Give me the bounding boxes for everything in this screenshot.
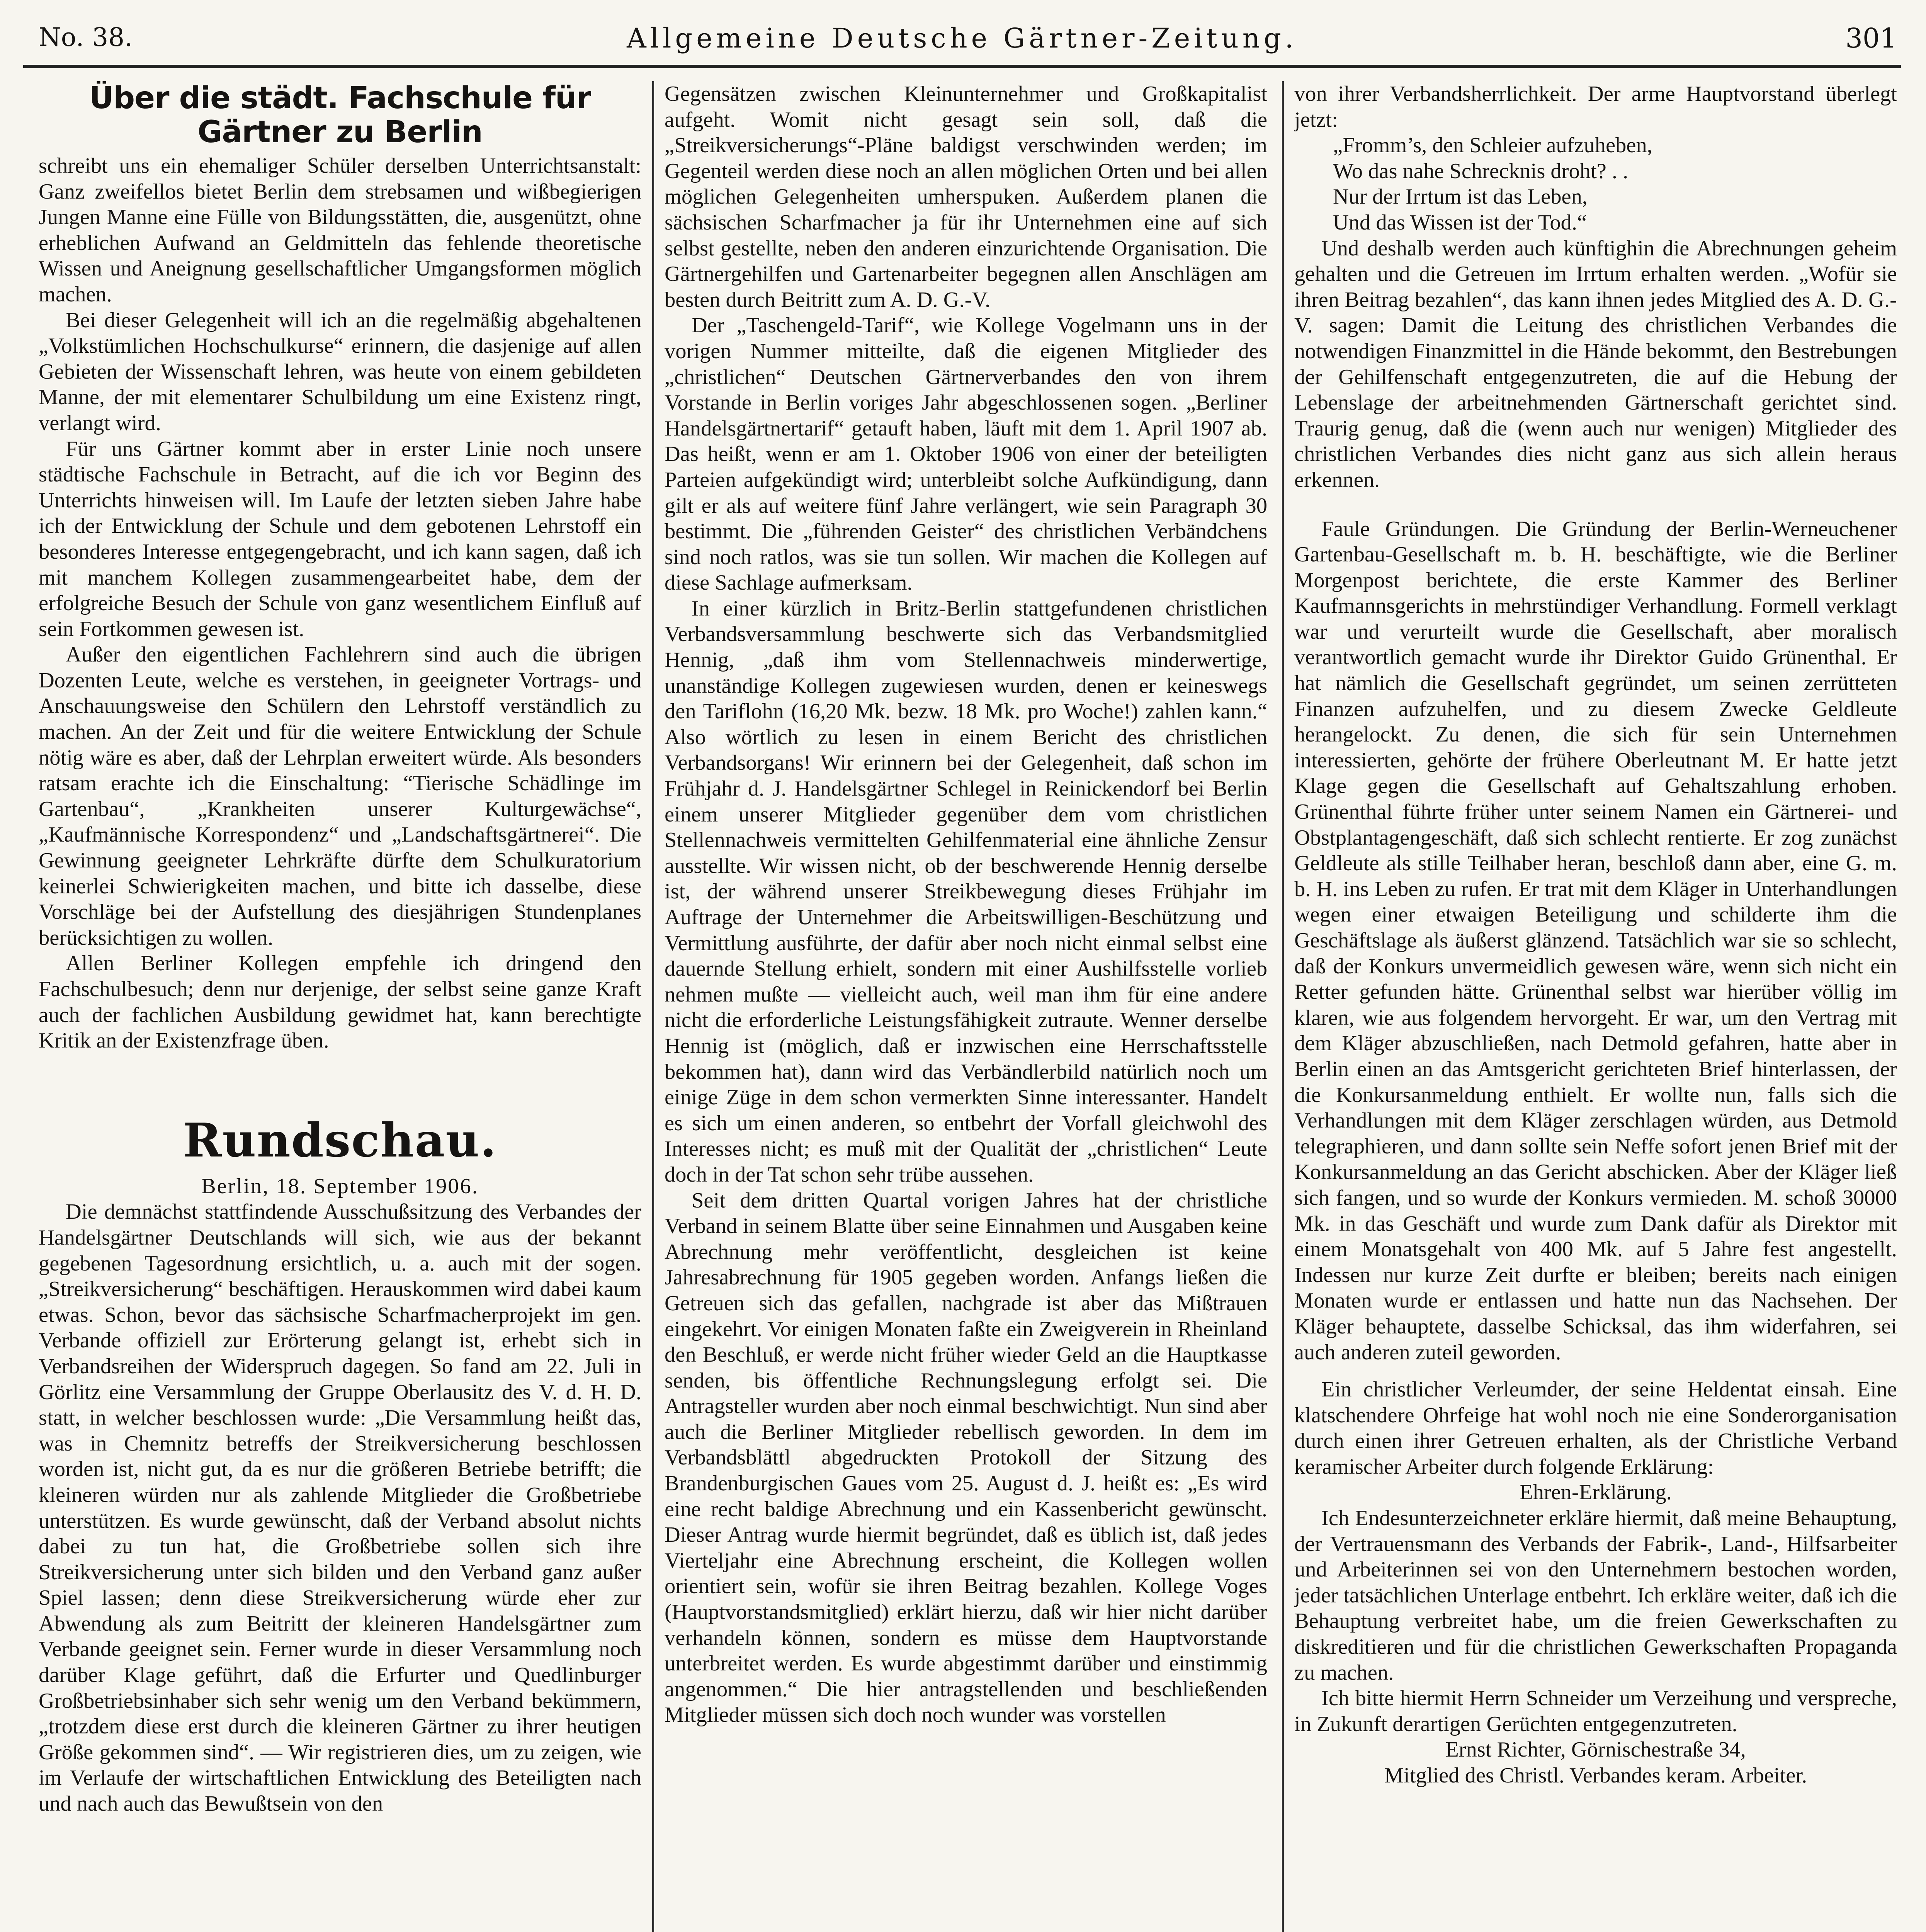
header-rule bbox=[23, 65, 1901, 68]
page-number: 301 bbox=[1845, 22, 1897, 54]
paragraph: Außer den eigentlichen Fachlehrern sind auch die übrigen Dozenten Leute, welche es verstehen, in geeigneter Vortrags- und Anschauungsweise den Schülern den Lehrstoff verständlich zu machen. An der Zeit und für die weitere Entwicklung der Schule nötig wäre es aber, daß der Lehrplan erweitert würde. Als besonders ratsam erachte ich die Einschaltung: “Tierische Schädlinge im Gartenbau“, „Krankheiten unserer Kulturgewächse“, „Kaufmännische Korrespondenz“ und „Landschaftsgärtnerei“. Die Gewinnung geeigneter Lehrkräfte dürfte dem Schulkuratorium keinerlei Schwierigkeiten machen, und bitte ich dasselbe, diese Vorschläge bei der Aufstellung des diesjährigen Stundenplanes berücksichtigen zu wollen. bbox=[39, 643, 641, 950]
column-divider-2 bbox=[1282, 81, 1284, 1932]
paragraph: Ein christlicher Verleumder, der seine Heldentat einsah. Eine klatschendere Ohrfeige hat wohl noch nie eine Sonderorganisation durch einen ihrer Getreuen erhalten, als der Christliche Verband keramischer Arbeiter durch folgende Erklärung: bbox=[1294, 1378, 1897, 1479]
poem-line: Nur der Irrtum ist das Leben, bbox=[1333, 185, 1588, 209]
paragraph: von ihrer Verbandsherrlichkeit. Der arme Hauptvorstand überlegt jetzt: bbox=[1294, 82, 1897, 132]
paragraph: Ich bitte hiermit Herrn Schneider um Verzeihung und verspreche, in Zukunft derartigen Gerüchten entgegenzutreten. bbox=[1294, 1686, 1897, 1736]
paragraph: In einer kürzlich in Britz-Berlin stattgefundenen christlichen Verbandsversammlung beschwerte sich das Verbandsmitglied Hennig, „daß ihm vom Stellennachweis minderwertige, unanständige Kollegen zugewiesen wurden, denen er keineswegs den Tariflohn (16,20 Mk. bezw. 18 Mk. pro Woche!) zahlen kann.“ Also wörtlich zu lesen in einem Bericht des christlichen Verbandsorgans! Wir erinnern bei der Gelegenheit, daß schon im Frühjahr d. J. Handelsgärtner Schlegel in Reinickendorf bei Berlin einem unserer Mitglieder gegenüber dem vom christlichen Stellennachweis vermittelten Gehilfenmaterial eine ähnliche Zensur ausstellte. Wir wissen nicht, ob der beschwerende Hennig derselbe ist, der während unserer Streikbewegung dieses Frühjahr im Auftrage der Unternehmer die Arbeitswilligen-Beschützung und Vermittlung ausführte, der dafür aber noch nicht einmal selbst eine dauernde Stellung erhielt, sondern mit einer Aushilfsstelle vorlieb nehmen mußte — vielleicht auch, weil man ihm für eine andere nicht die erforderliche Leistungsfähigkeit zutraute. Wenner derselbe Hennig ist (möglich, daß er inzwischen eine Herrschaftsstelle bekommen hat), dann wird das Verbändlerbild natürlich noch um einige Züge in dem schon vermerkten Sinne interessanter. Handelt es sich um einen anderen, so entbehrt der Vorfall gleichwohl des Interesses nicht; es muß mit der Qualität der „christlichen“ Leute doch in der Tat schon sehr trübe aussehen. bbox=[665, 596, 1267, 1187]
poem-line: Wo das nahe Schrecknis droht? . . bbox=[1333, 159, 1629, 183]
paragraph: Ich Endesunterzeichneter erkläre hiermit, daß meine Behauptung, der Vertrauensmann des Verbands der Fabrik-, Land-, Hilfsarbeiter und Arbeiterinnen sei von den Unternehmern bestochen worden, jeder tatsächlichen Unterlage entbehrt. Ich erkläre weiter, daß ich die Behauptung verbreitet habe, um die freien Gewerkschaften zu diskreditieren und für die christlichen Gewerkschaften Propaganda zu machen. bbox=[1294, 1506, 1897, 1685]
column-1 bbox=[39, 81, 641, 1932]
section-heading-rundschau: Rundschau. bbox=[183, 1113, 497, 1168]
column-3 bbox=[1294, 81, 1897, 1932]
paragraph: Die demnächst stattfindende Ausschußsitzung des Verbandes der Handelsgärtner Deutschlands will sich, wie aus der bekannt gegebenen Tagesordnung ersichtlich, u. a. auch mit der sogen. „Streikversicherung“ beschäftigen. Herauskommen wird dabei kaum etwas. Schon, bevor das sächsische Scharfmacherprojekt im gen. Verbande offiziell zur Erörterung gelangt ist, erhebt sich in Verbandsreihen der Widerspruch dagegen. So fand am 22. Juli in Görlitz eine Versammlung der Gruppe Oberlausitz des V. d. H. D. statt, in welcher beschlossen wurde: „Die Versammlung heißt das, was in Chemnitz betreffs der Streikversicherung beschlossen worden ist, nicht gut, da es nur die größeren Betriebe betrifft; die kleineren würden nur als zahlende Mitglieder die Großbetriebe unterstützen. Es wurde gewünscht, daß der Verband absolut nichts dabei zu tun hat, die Großbetriebe sollen sich ihre Streikversicherung unter sich bilden und den Verband ganz außer Spiel lassen; denn diese Streikversicherung würde eher zur Abwendung als zum Beitritt der kleineren Handelsgärtner zum Verbande geeignet sein. Ferner wurde in dieser Versammlung noch darüber Klage geführt, daß die Erfurter und Quedlinburger Großbetriebsinhaber sich sehr wenig um den Verband bekümmern, „trotzdem diese erst durch die kleineren Gärtner zu ihrer heutigen Größe gekommen sind“. — Wir registrieren dies, um zu zeigen, wie im Verlaufe der wirtschaftlichen Entwicklung des Beteiligten nach und nach auch das Bewußtsein von den bbox=[39, 1200, 641, 1816]
issue-number: No. 38. bbox=[39, 22, 133, 52]
signature-line: Mitglied des Christl. Verbandes keram. Arbeiter. bbox=[1384, 1764, 1807, 1787]
paragraph: Faule Gründungen. Die Gründung der Berlin-Werneuchener Gartenbau-Gesellschaft m. b. H. beschäftigte, wie die Berliner Morgenpost berichtete, die erste Kammer des Berliner Kaufmannsgerichts in mehrstündiger Verhandlung. Formell verklagt war und verurteilt wurde die Gesellschaft, aber moralisch verantwortlich gemacht wurde ihr Direktor Guido Grünenthal. Er hat nämlich die Gesellschaft gegründet, um seinen zerrütteten Finanzen aufzuhelfen, und zu diesem Zwecke Geldleute herangelockt. Zu denen, die sich für sein Unternehmen interessierten, gehörte der frühere Oberleutnant M. Er hatte jetzt Klage gegen die Gesellschaft auf Gehaltszahlung erhoben. Grünenthal führte früher unter seinem Namen ein Gärtnerei- und Obstplantagengeschäft, daß sich schlecht rentierte. Er zog zunächst Geldleute als stille Teilhaber heran, beschloß dann aber, eine G. m. b. H. ins Leben zu rufen. Er trat mit dem Kläger in Unterhandlungen wegen einer etwaigen Beteiligung und schilderte ihm die Geschäftslage als äußerst glänzend. Tatsächlich war sie so schlecht, daß der Konkurs unvermeidlich gewesen wäre, wenn sich nicht ein Retter gefunden hätte. Grünenthal selbst war hierüber völlig im klaren, wie aus folgendem hervorgeht. Er war, um den Vertrag mit dem Kläger abzuschließen, nach Detmold gefahren, hatte aber in Berlin einen an das Amtsgericht gerichteten Brief hinterlassen, der die Konkursanmeldung enthielt. Er wollte nun, falls sich die Verhandlungen mit dem Kläger zerschlagen würden, aus Detmold telegraphieren, und dann sollte sein Neffe sofort jenen Brief mit der Konkursanmeldung an das Gericht abschicken. Aber der Kläger ließ sich fangen, und so wurde der Konkurs vermieden. M. schoß 30000 Mk. in das Geschäft und wurde zum Dank dafür als Direktor mit einem Monatsgehalt von 400 Mk. auf 5 Jahre fest angestellt. Indessen nur kurze Zeit durfte er bleiben; bereits nach einigen Monaten wurde er entlassen und hatte nun das Nachsehen. Der Kläger behauptete, dasselbe Schicksal, das ihm widerfahren, sei auch anderen zuteil geworden. bbox=[1294, 517, 1897, 1364]
signature-line: Ernst Richter, Görnischestraße 34, bbox=[1445, 1738, 1746, 1762]
paragraph: Der „Taschengeld-Tarif“, wie Kollege Vogelmann uns in der vorigen Nummer mitteilte, daß die eigenen Mitglieder des „christlichen“ Deutschen Gärtnerverbandes den von ihrem Vorstande in Berlin voriges Jahr abgeschlossenen sogen. „Berliner Handelsgärtnertarif“ getauft haben, läuft mit dem 1. April 1907 ab. Das heißt, wenn er am 1. Oktober 1906 von einer der beteiligten Parteien aufgekündigt wird; unterbleibt solche Aufkündigung, dann gilt er als auf weitere fünf Jahre verlängert, wie sein Paragraph 30 bestimmt. Die „führenden Geister“ des christlichen Verbändchens sind noch ratlos, was sie tun sollen. Wir machen die Kollegen auf diese Sachlage aufmerksam. bbox=[665, 313, 1267, 595]
column-divider-1 bbox=[652, 81, 654, 1932]
poem-line: Und das Wissen ist der Tod.“ bbox=[1333, 210, 1587, 235]
paragraph: schreibt uns ein ehemaliger Schüler derselben Unterrichtsanstalt: Ganz zweifellos bietet Berlin dem strebsamen und wißbegierigen Jungen Manne eine Fülle von Bildungsstätten, die, ausgenützt, ohne erheblichen Aufwand an Geldmitteln das fehlende theoretische Wissen und Aneignung gesellschaftlicher Umgangsformen möglich machen. bbox=[39, 154, 641, 306]
paragraph: Allen Berliner Kollegen empfehle ich dringend den Fachschulbesuch; denn nur derjenige, der selbst seine ganze Kraft auch der fachlichen Ausbildung gewidmet hat, kann berechtigte Kritik an der Existenzfrage üben. bbox=[39, 951, 641, 1053]
paragraph: Bei dieser Gelegenheit will ich an die regelmäßig abgehaltenen „Volkstümlichen Hochschulkurse“ erinnern, die dasjenige auf allen Gebieten der Wissenschaft lehren, was heute von einem gebildeten Manne, der mit elementarer Schulbildung um eine Existenz ringt, verlangt wird. bbox=[39, 308, 641, 435]
poem-line: „Fromm’s, den Schleier aufzuheben, bbox=[1333, 133, 1652, 158]
column-2 bbox=[665, 81, 1267, 1932]
paragraph: Für uns Gärtner kommt aber in erster Linie noch unsere städtische Fachschule in Betracht, auf die ich vor Beginn des Unterrichts hinweisen will. Im Laufe der letzten sieben Jahre habe ich der Entwicklung der Schule und dem gebotenen Lehrstoff ein besonderes Interesse entgegengebracht, und ich kann sagen, daß ich mit manchem Kollegen zusammengearbeitet habe, dem der erfolgreiche Besuch der Schule von ganz wesentlichem Einfluß auf sein Fortkommen gewesen ist. bbox=[39, 437, 641, 641]
paragraph: Und deshalb werden auch künftighin die Abrechnungen geheim gehalten und die Getreuen im Irrtum erhalten werden. „Wofür sie ihren Beitrag bezahlen“, das kann ihnen jedes Mitglied des A. D. G.-V. sagen: Damit die Leitung des christlichen Verbandes die notwendigen Finanzmittel in die Hände bekommt, den Bestrebungen der Gehilfenschaft entgegenzutreten, die auf die Hebung der Lebenslage der arbeitnehmenden Gärtnerschaft gerichtet sind. Traurig genug, daß die (wenn auch nur wenigen) Mitglieder des christlichen Verbandes dies nicht ganz aus sich allein heraus erkennen. bbox=[1294, 236, 1897, 492]
newspaper-title: Allgemeine Deutsche Gärtner-Zeitung. bbox=[627, 22, 1297, 54]
newspaper-page bbox=[23, 15, 1901, 1932]
dateline: Berlin, 18. September 1906. bbox=[201, 1174, 479, 1198]
page-header bbox=[23, 15, 1901, 62]
paragraph: Seit dem dritten Quartal vorigen Jahres hat der christliche Verband in seinem Blatte über seine Einnahmen und Ausgaben keine Abrechnung mehr veröffentlicht, desgleichen ist keine Jahresabrechnung für 1905 gegeben worden. Anfangs ließen die Getreuen sich das gefallen, nachgrade ist aber das Mißtrauen eingekehrt. Vor einigen Monaten faßte ein Zweigverein in Rheinland den Beschluß, er werde nicht früher wieder Geld an die Hauptkasse senden, bis öffentliche Rechnungslegung erfolgt sei. Die Antragsteller wurden aber noch einmal beschwichtigt. Nun sind aber auch die Berliner Mitglieder rebellisch geworden. In dem im Verbandsblättl abgedruckten Protokoll der Sitzung des Brandenburgischen Gaues vom 25. August d. J. heißt es: „Es wird eine recht baldige Abrechnung und ein Kassenbericht gewünscht. Dieser Antrag wurde hiermit begründet, daß es üblich ist, daß jedes Vierteljahr eine Abrechnung erscheint, die Kollegen wollen orientiert sein, wofür sie ihren Beitrag bezahlen. Kollege Voges (Hauptvorstandsmitglied) erklärt hierzu, daß wir hier nicht darüber verhandeln können, sondern es müsse dem Hauptvorstande unterbreitet werden. Es wurde abgestimmt darüber und einstimmig angenommen.“ Die hier antragstellenden und beschließenden Mitglieder müssen sich doch noch wunder was vorstellen bbox=[665, 1188, 1267, 1727]
paragraph: Gegensätzen zwischen Kleinunternehmer und Großkapitalist aufgeht. Womit nicht gesagt sein soll, daß die „Streikversicherungs“-Pläne baldigst verschwinden werden; im Gegenteil werden diese noch an allen möglichen Orten und bei allen möglichen Gelegenheiten umherspuken. Außerdem planen die sächsischen Scharfmacher ja für ihr Unternehmen eine auf sich selbst gestellte, neben den anderen einzurichtende Organisation. Die Gärtnergehilfen und Gartenarbeiter begegnen allen Anschlägen am besten durch Beitritt zum A. D. G.-V. bbox=[665, 82, 1267, 312]
article-title-fachschule: Über die städt. Fachschule für Gärtner zu Berlin bbox=[89, 81, 591, 150]
declaration-heading: Ehren-Erklärung. bbox=[1520, 1480, 1672, 1505]
